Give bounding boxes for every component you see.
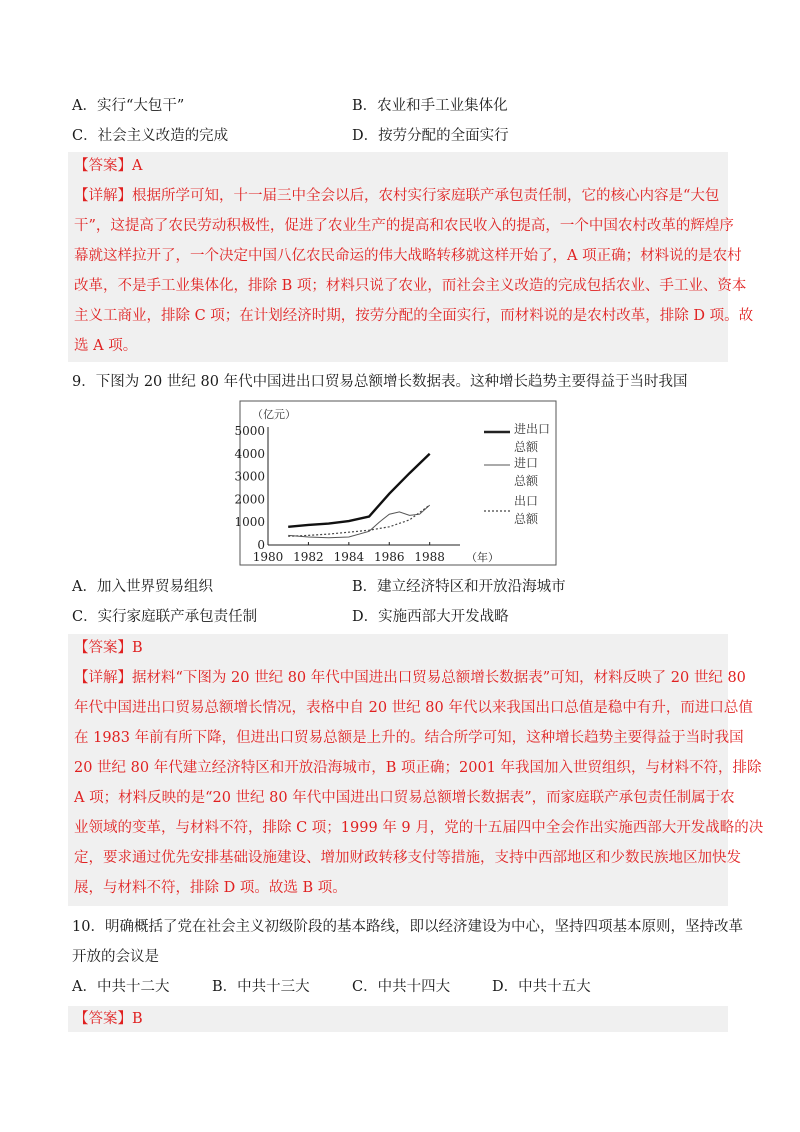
q9-explanation-box bbox=[68, 634, 764, 906]
y-tick-label: 1000 bbox=[234, 515, 265, 530]
x-tick-label: 1986 bbox=[373, 550, 405, 564]
q9-detail-line: 业领域的变革，与材料不符，排除 C 项；1999 年 9 月，党的十五届四中全会作出实施西部大开发战略的决 bbox=[74, 820, 764, 836]
q9-detail-line: 年代中国进出口贸易总额增长情况，表格中自 20 世纪 80 年代以来我国出口总值是稳中有升，而进口总值 bbox=[74, 700, 753, 716]
q10-question-line: 开放的会议是 bbox=[72, 949, 159, 965]
q8-answer: 【答案】A bbox=[74, 158, 143, 174]
y-tick-label: 5000 bbox=[234, 424, 265, 438]
y-tick-label: 2000 bbox=[234, 492, 265, 507]
x-tick-label: 1982 bbox=[293, 550, 324, 564]
q9-option-d: D．实施西部大开发战略 bbox=[352, 609, 509, 625]
q9-detail-line: 20 世纪 80 年代建立经济特区和开放沿海城市，B 项正确；2001 年我国加入世贸组织，与材料不符，排除 bbox=[74, 760, 762, 776]
legend-label-import-l2: 总额 bbox=[514, 474, 539, 488]
q9-option-c: C．实行家庭联产承包责任制 bbox=[72, 609, 258, 625]
q9-option-a: A．加入世界贸易组织 bbox=[72, 579, 213, 595]
x-tick-label: 1980 bbox=[252, 550, 284, 564]
q8-option-d: D．按劳分配的全面实行 bbox=[352, 128, 509, 144]
x-tick-label: 1984 bbox=[333, 550, 365, 564]
y-tick-label: 4000 bbox=[234, 446, 265, 461]
q8-detail-line: 幕就这样拉开了，一个决定中国八亿农民命运的伟大战略转移就这样开始了，A 项正确；材料说的是农村 bbox=[74, 248, 742, 264]
q9-detail-line: 展，与材料不符，排除 D 项。故选 B 项。 bbox=[74, 880, 347, 896]
q10-answer: 【答案】B bbox=[74, 1011, 143, 1027]
q9-detail-line: 【详解】据材料“下图为 20 世纪 80 年代中国进出口贸易总额增长数据表”可知，材料反映了 20 世纪 80 bbox=[74, 670, 746, 686]
trade-chart bbox=[234, 399, 558, 567]
q8-option-c: C．社会主义改造的完成 bbox=[72, 128, 229, 144]
q8-detail-line: 改革，不是手工业集体化，排除 B 项；材料只说了农业，而社会主义改造的完成包括农业、手工业、资本 bbox=[74, 278, 747, 294]
legend-label-export-l2: 总额 bbox=[514, 512, 539, 526]
q8-option-b: B．农业和手工业集体化 bbox=[352, 98, 508, 114]
q10-option-d: D．中共十五大 bbox=[492, 979, 591, 995]
legend-label-total-l1: 进出口 bbox=[514, 422, 551, 436]
q9-answer: 【答案】B bbox=[74, 640, 143, 656]
q9-detail-line: A 项；材料反映的是“20 世纪 80 年代中国进出口贸易总额增长数据表”，而家庭联产承包责任制属于农 bbox=[74, 790, 735, 806]
q8-explanation-box bbox=[68, 152, 754, 362]
q8-detail-line: 选 A 项。 bbox=[74, 338, 138, 354]
x-tick-label: 1988 bbox=[414, 550, 445, 564]
q10-answer-box bbox=[68, 1006, 728, 1032]
x-unit-label: （年） bbox=[466, 551, 499, 564]
y-tick-label: 0 bbox=[257, 538, 265, 552]
q8-option-a: A．实行“大包干” bbox=[72, 98, 185, 114]
q8-detail-line: 主义工商业，排除 C 项；在计划经济时期，按劳分配的全面实行，而材料说的是农村改革，排除 D 项。故 bbox=[74, 308, 754, 324]
legend-label-export-l1: 出口 bbox=[514, 494, 539, 508]
legend-label-total-l2: 总额 bbox=[514, 440, 539, 454]
q10-option-a: A．中共十二大 bbox=[72, 979, 170, 995]
q8-detail-line: 【详解】根据所学可知，十一届三中全会以后，农村实行家庭联产承包责任制，它的核心内容是“大包 bbox=[74, 188, 720, 204]
legend-label-import-l1: 进口 bbox=[514, 456, 539, 470]
q9-detail-line: 定，要求通过优先安排基础设施建设、增加财政转移支付等措施，支持中西部地区和少数民族地区加快发 bbox=[74, 850, 741, 866]
chart-unit-label: （亿元） bbox=[252, 408, 296, 421]
q8-detail-line: 干”，这提高了农民劳动积极性，促进了农业生产的提高和农民收入的提高，一个中国农村改革的辉煌序 bbox=[74, 218, 734, 234]
q9-option-b: B．建立经济特区和开放沿海城市 bbox=[352, 579, 566, 595]
q9-question: 9．下图为 20 世纪 80 年代中国进出口贸易总额增长数据表。这种增长趋势主要得益于当时我国 bbox=[72, 374, 688, 390]
y-tick-label: 3000 bbox=[234, 469, 265, 484]
q10-option-b: B．中共十三大 bbox=[212, 979, 310, 995]
chart-frame bbox=[240, 401, 556, 565]
q10-option-c: C．中共十四大 bbox=[352, 979, 451, 995]
q10-question-line: 10．明确概括了党在社会主义初级阶段的基本路线，即以经济建设为中心，坚持四项基本原则，坚持改革 bbox=[72, 919, 743, 935]
q9-detail-line: 在 1983 年前有所下降，但进出口贸易总额是上升的。结合所学可知，这种增长趋势主要得益于当时我国 bbox=[74, 730, 744, 746]
